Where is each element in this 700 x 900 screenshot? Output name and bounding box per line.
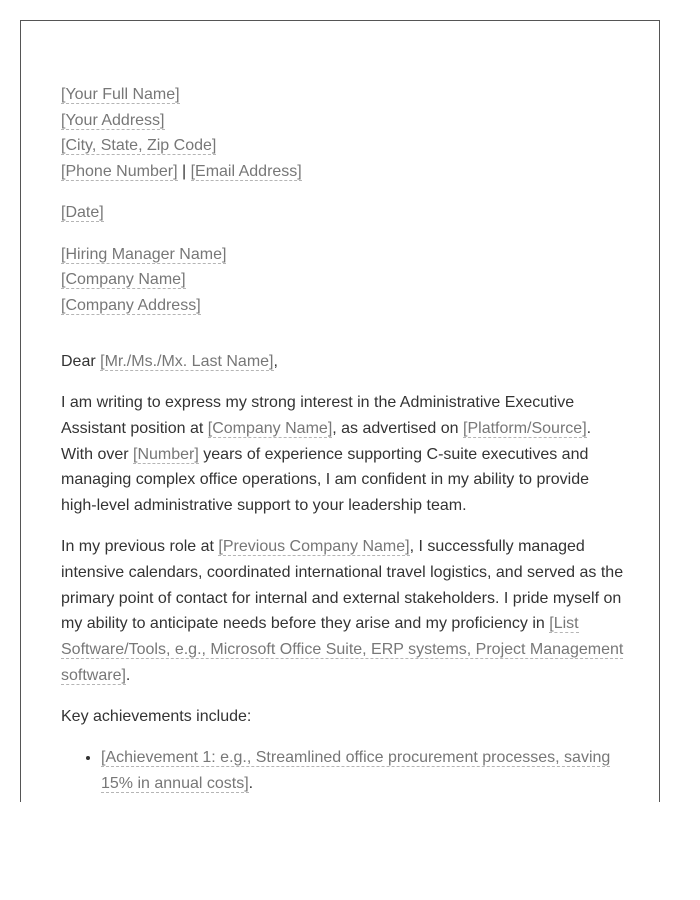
sender-city-placeholder[interactable]: [City, State, Zip Code] — [61, 137, 217, 155]
years-number-placeholder[interactable]: [Number] — [133, 445, 199, 463]
salutation-prefix: Dear — [61, 353, 101, 371]
recipient-manager-line — [61, 242, 626, 268]
date-block — [61, 200, 626, 226]
recipient-address-line — [61, 293, 626, 319]
list-item — [101, 745, 626, 796]
company-name-placeholder[interactable]: [Company Name] — [61, 271, 186, 289]
sender-address-placeholder[interactable]: [Your Address] — [61, 111, 165, 129]
platform-source-placeholder[interactable]: [Platform/Source] — [463, 420, 587, 438]
paragraph-intro-text-3: . With over — [61, 420, 592, 463]
sender-phone-placeholder[interactable]: [Phone Number] — [61, 163, 178, 181]
paragraph-intro-text-2: , as advertised on — [332, 420, 464, 438]
sender-name-placeholder[interactable]: [Your Full Name] — [61, 86, 180, 103]
date-line — [61, 200, 626, 226]
company-address-placeholder[interactable]: [Company Address] — [61, 296, 201, 314]
paragraph-experience-text-1: In my previous role at — [61, 538, 219, 556]
salutation — [61, 349, 626, 375]
paragraph-intro — [61, 390, 626, 519]
sender-address-line — [61, 108, 626, 134]
sender-email-placeholder[interactable]: [Email Address] — [190, 163, 302, 181]
achievements-intro: Key achievements include: — [61, 708, 252, 726]
salutation-name-placeholder[interactable]: [Mr./Ms./Mx. Last Name] — [100, 353, 274, 371]
previous-company-placeholder[interactable]: [Previous Company Name] — [218, 538, 410, 556]
recipient-company-line — [61, 267, 626, 293]
sender-city-line — [61, 133, 626, 159]
sender-contact-line — [61, 159, 626, 185]
achievement-1-suffix: . — [248, 774, 254, 792]
paragraph-intro-text-4: years of experience supporting C-suite executives and managing complex office operations, I am confident in my ability to provide high-level administrative support to your leadership team. — [61, 445, 589, 515]
paragraph-experience-text-3: . — [125, 666, 131, 684]
letter-content — [61, 82, 626, 797]
company-name-inline-placeholder[interactable]: [Company Name] — [207, 420, 333, 438]
sender-name-line — [61, 82, 626, 108]
achievements-list — [61, 745, 626, 796]
paragraph-intro-text-1: I am writing to express my strong interest in the Administrative Executive Assistant position at — [61, 394, 575, 438]
paragraph-experience — [61, 534, 626, 688]
letter-page — [20, 20, 660, 802]
recipient-block — [61, 242, 626, 319]
salutation-suffix: , — [273, 353, 278, 371]
hiring-manager-placeholder[interactable]: [Hiring Manager Name] — [61, 245, 227, 263]
software-tools-placeholder[interactable]: [List Software/Tools, e.g., Microsoft Office Suite, ERP systems, Project Management software] — [61, 615, 624, 684]
date-placeholder[interactable]: [Date] — [61, 204, 104, 222]
sender-block — [61, 82, 626, 185]
paragraph-experience-text-2: , I successfully managed intensive calendars, coordinated international travel logistics, and served as the primary point of contact for internal and external stakeholders. I pride myself on my ability to anticipate needs before they arise and my proficiency in — [61, 538, 624, 633]
contact-separator: | — [177, 163, 191, 181]
achievement-1-placeholder[interactable]: [Achievement 1: e.g., Streamlined office procurement processes, saving 15% in annual costs] — [101, 749, 611, 792]
